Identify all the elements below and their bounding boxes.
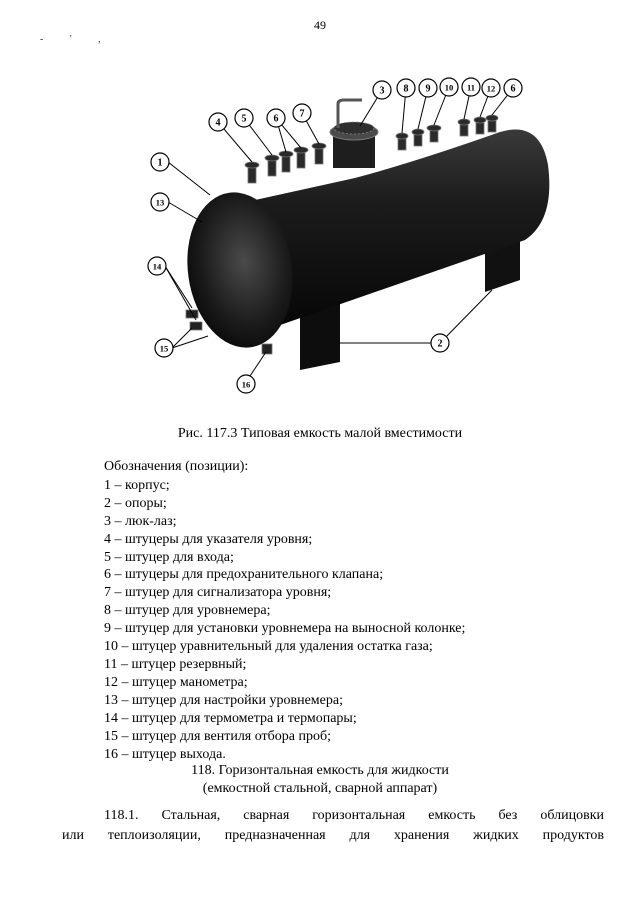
callout-label: 16	[241, 379, 251, 390]
legend-item: 14 – штуцер для термометра и термопары;	[104, 710, 357, 726]
legend-item: 15 – штуцер для вентиля отбора проб;	[104, 728, 332, 744]
callout-2	[431, 334, 449, 352]
legend	[104, 458, 465, 763]
tank-drawing	[165, 87, 549, 382]
callout-10	[440, 78, 458, 96]
callout-label: 14	[152, 261, 162, 272]
legend-item: 1 – корпус;	[104, 477, 170, 493]
legend-item: 9 – штуцер для установки уровнемера на выносной колонке;	[104, 621, 466, 637]
callout-15	[155, 339, 173, 357]
page-number: 49	[314, 18, 326, 32]
scan-specks: - ' ,	[40, 34, 113, 45]
callout-label: 15	[159, 343, 169, 354]
callout-6	[504, 79, 522, 97]
tank-figure	[130, 70, 560, 400]
callout-5	[235, 109, 253, 127]
callout-label: 4	[215, 117, 221, 129]
legend-item: 7 – штуцер для сигнализатора уровня;	[104, 585, 332, 601]
section-heading	[0, 762, 640, 798]
callout-label: 2	[437, 338, 443, 350]
legend-item: 11 – штуцер резервный;	[104, 656, 247, 672]
legend-item: 13 – штуцер для настройки уровнемера;	[104, 692, 343, 708]
legend-item: 6 – штуцеры для предохранительного клапана;	[104, 567, 384, 583]
callout-label: 13	[155, 197, 165, 208]
callout-label: 3	[379, 85, 385, 97]
callout-label: 8	[403, 83, 409, 95]
paragraph-line2: или теплоизоляции, предназначенная для хранения жидких продуктов	[62, 828, 604, 843]
callout-label: 12	[486, 83, 496, 94]
legend-item: 10 – штуцер уравнительный для удаления остатка газа;	[104, 639, 433, 655]
callout-9	[419, 79, 437, 97]
callout-label: 7	[299, 108, 305, 120]
legend-item: 4 – штуцеры для указателя уровня;	[104, 531, 313, 547]
callout-3	[373, 81, 391, 99]
section-heading-line2: (емкостной стальной, сварной аппарат)	[202, 781, 438, 796]
callout-label: 6	[510, 83, 516, 95]
section-heading-line1: 118. Горизонтальная емкость для жидкости	[191, 763, 449, 778]
callout-14	[148, 257, 166, 275]
callout-label: 1	[157, 157, 163, 169]
callout-4	[209, 113, 227, 131]
callout-6	[267, 109, 285, 127]
callout-16	[237, 375, 255, 393]
legend-item: 16 – штуцер выхода.	[104, 746, 226, 762]
legend-item: 3 – люк-лаз;	[104, 513, 177, 529]
callout-12	[482, 79, 500, 97]
legend-title: Обозначения (позиции):	[104, 459, 249, 474]
legend-item: 12 – штуцер манометра;	[104, 674, 248, 690]
callout-13	[151, 193, 169, 211]
paragraph-line1: 118.1. Стальная, сварная горизонтальная емкость без облицовки	[104, 808, 604, 823]
callout-1	[151, 153, 169, 171]
callout-label: 9	[425, 83, 431, 95]
callout-7	[293, 104, 311, 122]
callout-11	[462, 78, 480, 96]
legend-item: 5 – штуцер для входа;	[104, 549, 234, 565]
figure-caption: Рис. 117.3 Типовая емкость малой вместимости	[177, 426, 463, 441]
legend-item: 2 – опоры;	[104, 495, 167, 511]
callout-label: 10	[444, 82, 454, 93]
callout-label: 11	[466, 82, 476, 93]
callout-8	[397, 79, 415, 97]
legend-item: 8 – штуцер для уровнемера;	[104, 603, 271, 619]
legend-items	[104, 477, 465, 764]
manhole	[330, 100, 378, 168]
callout-label: 5	[241, 113, 247, 125]
callout-label: 6	[273, 113, 279, 125]
